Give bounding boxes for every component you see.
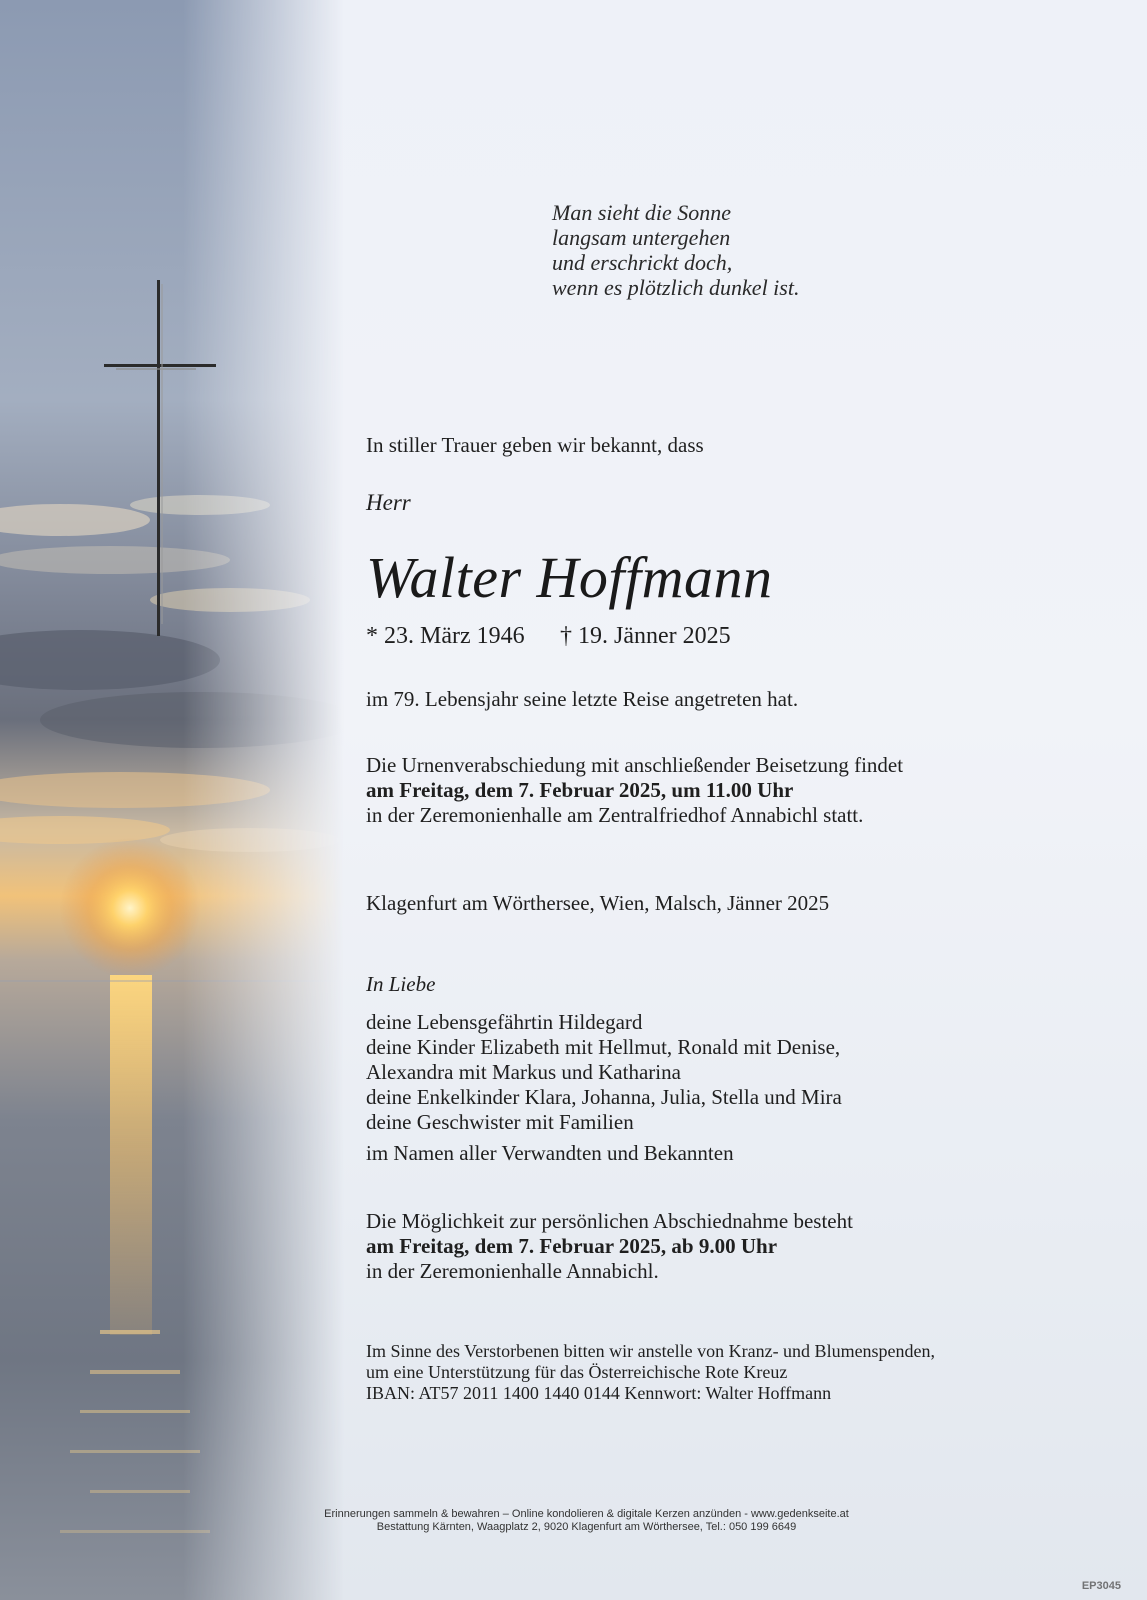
donation-line-1: Im Sinne des Verstorbenen bitten wir anstelle von Kranz- und Blumenspenden,	[366, 1341, 936, 1361]
death-date: † 19. Jänner 2025	[560, 623, 731, 649]
birth-date: * 23. März 1946	[366, 623, 525, 649]
footer-line-1: Erinnerungen sammeln & bewahren – Online kondolieren & digitale Kerzen anzünden - www.gedenkseite.at	[324, 1508, 849, 1520]
mourner-line: deine Kinder Elizabeth mit Hellmut, Ronald mit Denise,	[366, 1035, 841, 1059]
salutation: Herr	[366, 490, 411, 515]
farewell-date: am Freitag, dem 7. Februar 2025, ab 9.00 Uhr	[366, 1234, 778, 1258]
intro-text: In stiller Trauer geben wir bekannt, dass	[366, 433, 704, 457]
mourners-closing: im Namen aller Verwandten und Bekannten	[366, 1141, 734, 1165]
mourner-line: deine Enkelkinder Klara, Johanna, Julia, Stella und Mira	[366, 1085, 842, 1109]
quote-line: Man sieht die Sonne	[552, 200, 732, 225]
farewell-line-1: Die Möglichkeit zur persönlichen Abschiednahme besteht	[366, 1209, 853, 1233]
mourners-heading: In Liebe	[366, 972, 436, 996]
age-line: im 79. Lebensjahr seine letzte Reise angetreten hat.	[366, 687, 799, 711]
place-date: Klagenfurt am Wörthersee, Wien, Malsch, Jänner 2025	[366, 891, 830, 915]
mourner-line: deine Lebensgefährtin Hildegard	[366, 1010, 643, 1034]
donation-iban: IBAN: AT57 2011 1400 1440 0144 Kennwort: Walter Hoffmann	[366, 1383, 832, 1403]
copyright-stamp: EP3045	[1081, 1580, 1121, 1592]
donation-line-2: um eine Unterstützung für das Österreichische Rote Kreuz	[366, 1362, 788, 1382]
cross-icon	[104, 280, 216, 636]
quote-line: langsam untergehen	[552, 225, 731, 250]
farewell-location: in der Zeremonienhalle Annabichl.	[366, 1259, 659, 1283]
mourner-line: Alexandra mit Markus und Katharina	[366, 1060, 681, 1084]
quote-line: wenn es plötzlich dunkel ist.	[552, 275, 800, 300]
funeral-location: in der Zeremonienhalle am Zentralfriedhof Annabichl statt.	[366, 803, 864, 827]
footer	[300, 1508, 873, 1534]
footer-line-2: Bestattung Kärnten, Waagplatz 2, 9020 Klagenfurt am Wörthersee, Tel.: 050 199 6649	[376, 1521, 797, 1533]
funeral-date: am Freitag, dem 7. Februar 2025, um 11.00 Uhr	[366, 778, 794, 802]
funeral-line-1: Die Urnenverabschiedung mit anschließender Beisetzung findet	[366, 753, 904, 777]
poem-quote	[552, 200, 799, 300]
deceased-name: Walter Hoffmann	[366, 545, 773, 610]
mourner-line: deine Geschwister mit Familien	[366, 1110, 634, 1134]
quote-line: und erschrickt doch,	[552, 250, 733, 275]
